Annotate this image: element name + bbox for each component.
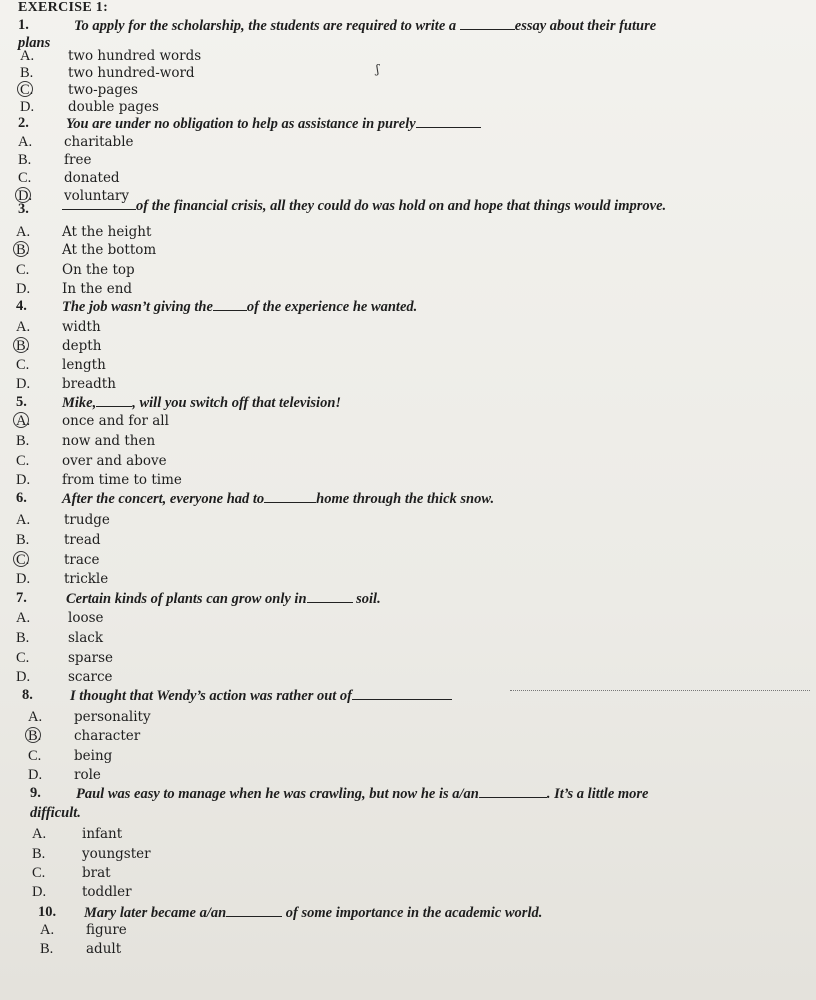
question-1 [18, 17, 808, 37]
question-stem: To apply for the scholarship, the students are required to write a essay about their future [74, 18, 657, 34]
question-5 [16, 394, 806, 414]
question-stem: Mary later became a/an of some importance in the academic world. [84, 905, 543, 921]
question-number: 8. [22, 687, 33, 703]
answer-blank [479, 785, 547, 798]
question-3 [18, 197, 808, 217]
question-number: 4. [16, 298, 27, 314]
exercise-title: EXERCISE 1: [18, 0, 109, 15]
question-6 [16, 490, 806, 510]
pen-mark-icon: ʃ [376, 62, 380, 76]
question-stem: The job wasn’t giving the of the experience he wanted. [62, 299, 418, 315]
question-number: 3. [18, 201, 29, 217]
question-4 [16, 298, 806, 318]
question-number: 5. [16, 394, 27, 410]
answer-blank [307, 590, 353, 603]
answer-blank [62, 197, 136, 210]
question-2 [18, 115, 808, 135]
answer-blank [460, 17, 515, 30]
answer-blank [264, 490, 316, 503]
question-number: 6. [16, 490, 27, 506]
question-10 [38, 904, 808, 924]
question-7 [16, 590, 806, 610]
question-number: 7. [16, 590, 27, 606]
question-number: 9. [30, 785, 41, 801]
answer-blank [416, 115, 481, 128]
answer-blank [226, 904, 282, 917]
question-stem: After the concert, everyone had to home through the thick snow. [62, 491, 495, 507]
question-number: 1. [18, 17, 29, 33]
question-number: 10. [38, 904, 57, 920]
answer-blank [352, 687, 452, 700]
worksheet-page: EXERCISE 1: 1. To apply for the scholarship, the students are required to write a essay about their future plans A. two hundred words B. two hundred-word C. two-pages D. double pages ʃ 2. You are under no obligation to help as assistance in purely A. charitable B. free C. donated D. voluntary 3. of the financial crisis, all they could do was hold on and hope that things would improve. A. At the height B. At the bottom C. On the top D. In the end 4. The job wasn’t giving the of the experience he wanted. A. width B. depth C. length D. breadth 5. Mike, , will you switch off that television! A. once and for all B. now and then C. over and above D. from time to time 6. After the concert, everyone had to home through the thick snow. A. trudge B. tread C. trace D. trickle 7. Certain kinds of plants can grow only in soil. A. loose B. slack C. sparse D. scarce 8. I thought that Wendy’s action was rather out of A. personality B. character C. being D. role 9. Paul was easy to manage when he was crawling, but now he is a/an . It’s a little more difficult. A. infant B. youngster C. brat D. toddler 10. Mary later became a/an of some importance in the academic world. A. figure B. adult [0, 0, 816, 1000]
question-stem-continued: plans [18, 35, 51, 51]
question-stem: Paul was easy to manage when he was crawling, but now he is a/an . It’s a little more [76, 786, 649, 802]
question-number: 2. [18, 115, 29, 131]
question-stem: Certain kinds of plants can grow only in soil. [66, 591, 381, 607]
question-stem: You are under no obligation to help as assistance in purely [66, 115, 481, 133]
answer-blank [96, 394, 132, 407]
question-stem: of the financial crisis, all they could do was hold on and hope that things would improve. [62, 197, 666, 215]
question-stem: I thought that Wendy’s action was rather out of [70, 687, 452, 705]
answer-blank [213, 298, 247, 311]
question-stem-continued: difficult. [30, 805, 81, 821]
dotted-line [510, 690, 810, 691]
question-stem: Mike, , will you switch off that television! [62, 395, 342, 411]
question-9 [30, 785, 810, 805]
